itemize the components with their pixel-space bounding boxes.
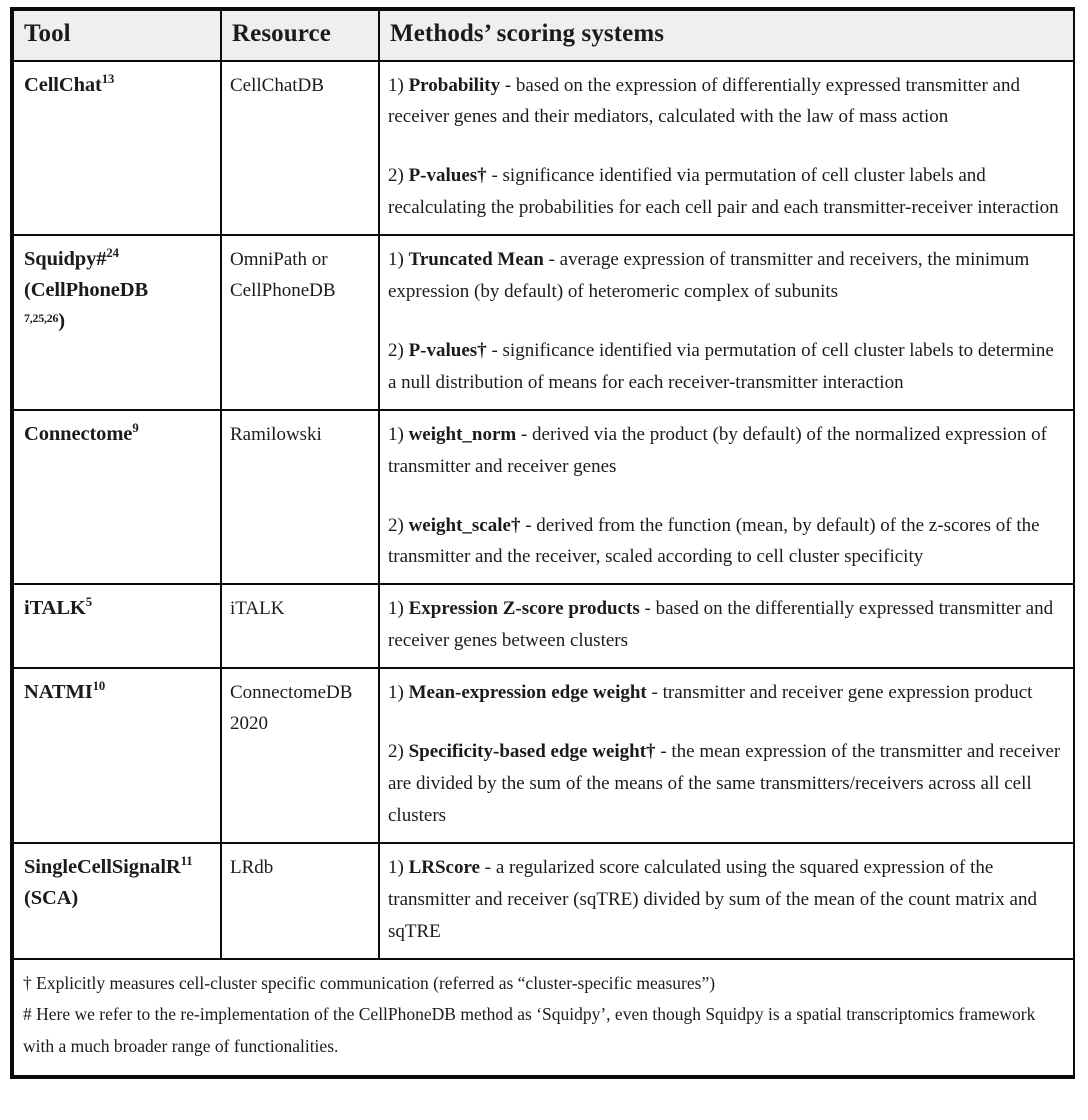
footnote-cell [13,959,1074,1077]
tool-cell [13,410,221,585]
method-item [388,419,1063,483]
method-item [388,244,1063,308]
method-name: Specificity-based edge weight† [408,741,656,763]
tool-name-line2: (SCA) [24,886,79,909]
resource-cell: LRdb [221,843,379,959]
method-name: Mean-expression edge weight [408,682,647,704]
resource-cell: Ramilowski [221,410,379,585]
method-name: P-values† [408,339,487,361]
method-index: 1) [388,249,409,271]
method-item [388,510,1063,574]
method-item [388,736,1063,832]
method-name: weight_norm [408,423,517,445]
tool-reference-number: 9 [132,420,139,435]
tool-cell [13,61,221,236]
method-index: 1) [388,74,409,96]
tools-comparison-table [12,9,1075,1077]
tool-cell [13,668,221,843]
method-name: Truncated Mean [408,249,544,271]
method-name: P-values† [408,165,487,187]
method-description: - significance identified via permutation of cell cluster labels and recalculating the probabilities for each cell pair and each transmitter-receiver interaction [388,165,1059,219]
tool-cell [13,843,221,959]
method-item [388,70,1063,134]
method-index: 1) [388,856,409,878]
methods-cell [379,668,1074,843]
tool-name: SingleCellSignalR [24,855,181,878]
method-name: weight_scale† [408,514,521,536]
method-item [388,677,1063,709]
method-item [388,852,1063,948]
methods-cell [379,843,1074,959]
table-row [13,235,1074,410]
tool-name: NATMI [24,681,93,704]
table-row [13,410,1074,585]
column-header-methods: Methods’ scoring systems [379,10,1074,61]
method-name: Expression Z-score products [408,598,640,620]
tool-reference-number: 10 [92,679,106,694]
method-item [388,160,1063,224]
footnote-row [13,959,1074,1077]
tool-cell [13,584,221,668]
method-index: 2) [388,514,409,536]
table-row [13,843,1074,959]
method-description: - a regularized score calculated using the squared expression of the transmitter and receiver (sqTRE) divided by sum of the mean of the count matrix and sqTRE [388,856,1037,942]
method-description: - transmitter and receiver gene expression product [646,682,1033,704]
method-index: 1) [388,598,409,620]
table-footnotes [13,959,1074,1077]
resource-cell: CellChatDB [221,61,379,236]
method-description: - derived via the product (by default) of the normalized expression of transmitter and receiver genes [388,423,1047,477]
tool-cell [13,235,221,410]
method-description: - based on the differentially expressed transmitter and receiver genes between clusters [388,598,1054,652]
method-index: 2) [388,339,409,361]
table-header-row [13,10,1074,61]
tool-name-tail: ) [58,310,65,333]
tool-reference-number: 5 [85,595,93,610]
method-description: - derived from the function (mean, by default) of the z-scores of the transmitter and the receiver, scaled according to cell cluster specificity [388,514,1040,568]
methods-cell [379,410,1074,585]
tool-reference-number: 11 [180,853,193,868]
table-row [13,668,1074,843]
method-name: LRScore [408,856,480,878]
methods-cell [379,235,1074,410]
footnote-line: # Here we refer to the re-implementation of the CellPhoneDB method as ‘Squidpy’, even though Squidpy is a spatial transcriptomics framework with a much broader range of functionalities. [23,1004,1036,1057]
method-item [388,335,1063,399]
tool-reference-numbers-secondary: 7,25,26 [24,311,59,326]
method-index: 1) [388,682,409,704]
method-name: Probability [408,74,501,96]
method-description: - based on the expression of differentially expressed transmitter and receiver genes and their mediators, calculated with the law of mass action [388,74,1020,128]
tool-reference-number: 24 [106,246,119,261]
column-header-tool: Tool [13,10,221,61]
method-item [388,593,1063,657]
method-index: 2) [388,741,409,763]
resource-cell: OmniPath or CellPhoneDB [221,235,379,410]
column-header-resource: Resource [221,10,379,61]
table-row [13,61,1074,236]
footnote-line: † Explicitly measures cell-cluster specific communication (referred as “cluster-specific measures”) [23,972,716,993]
resource-cell: iTALK [221,584,379,668]
method-description: - the mean expression of the transmitter and receiver are divided by the sum of the means of the same transmitters/receivers across all cell clusters [388,741,1061,826]
tool-reference-number: 13 [101,71,115,86]
method-index: 1) [388,423,409,445]
methods-cell [379,61,1074,236]
table-row [13,584,1074,668]
tool-name: Connectome [24,422,133,445]
comparison-table-container [10,7,1075,1079]
method-description: - average expression of transmitter and receivers, the minimum expression (by default) of heteromeric complex of subunits [388,249,1030,303]
tool-name-line2: (CellPhoneDB [24,279,149,302]
methods-cell [379,584,1074,668]
table-body [13,61,1074,959]
tool-name: Squidpy# [24,248,107,271]
tool-name: CellChat [24,73,102,96]
method-description: - significance identified via permutation of cell cluster labels to determine a null distribution of means for each receiver-transmitter interaction [388,339,1054,393]
method-index: 2) [388,165,409,187]
resource-cell: ConnectomeDB 2020 [221,668,379,843]
table-header [13,10,1074,61]
tool-name: iTALK [24,597,86,620]
